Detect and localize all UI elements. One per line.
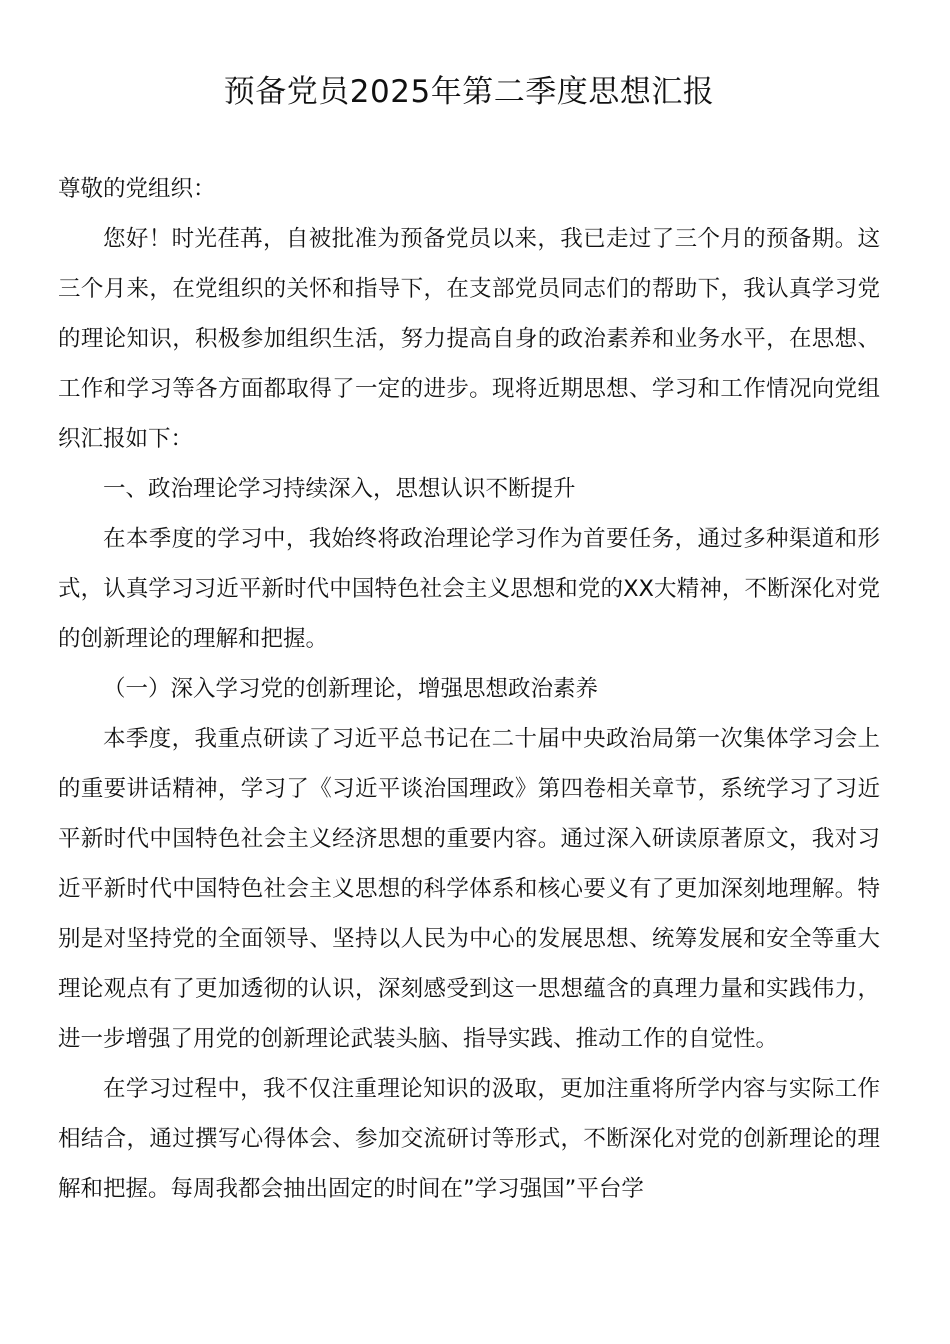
subsection-heading-1: （一）深入学习党的创新理论，增强思想政治素养: [103, 676, 599, 702]
section-heading-1: 一、政治理论学习持续深入，思想认识不断提升: [103, 476, 576, 502]
document-title: 预备党员2025年第二季度思想汇报: [223, 74, 715, 110]
paragraph-section-1: 在本季度的学习中，我始终将政治理论学习作为首要任务，通过多种渠道和形式，认真学习习近平新时代中国特色社会主义思想和党的XX大精神，不断深化对党的创新理论的理解和把握。: [58, 526, 880, 652]
paragraph-subsection-1a: 本季度，我重点研读了习近平总书记在二十届中央政治局第一次集体学习会上的重要讲话精神，学习了《习近平谈治国理政》第四卷相关章节，系统学习了习近平新时代中国特色社会主义经济思想的重要内容。通过深入研读原著原文，我对习近平新时代中国特色社会主义思想的科学体系和核心要义有了更加深刻地理解。特别是对坚持党的全面领导、坚持以人民为中心的发展思想、统筹发展和安全等重大理论观点有了更加透彻的认识，深刻感受到这一思想蕴含的真理力量和实践伟力，进一步增强了用党的创新理论武装头脑、指导实践、推动工作的自觉性。: [58, 726, 880, 1052]
paragraph-intro: 您好！时光荏苒，自被批准为预备党员以来，我已走过了三个月的预备期。这三个月来，在党组织的关怀和指导下，在支部党员同志们的帮助下，我认真学习党的理论知识，积极参加组织生活，努力提高自身的政治素养和业务水平，在思想、工作和学习等各方面都取得了一定的进步。现将近期思想、学习和工作情况向党组织汇报如下：: [58, 226, 880, 452]
paragraph-subsection-1b: 在学习过程中，我不仅注重理论知识的汲取，更加注重将所学内容与实际工作相结合，通过撰写心得体会、参加交流研讨等形式，不断深化对党的创新理论的理解和把握。每周我都会抽出固定的时间在”学习强国”平台学: [58, 1076, 880, 1202]
salutation: 尊敬的党组织：: [58, 176, 216, 202]
